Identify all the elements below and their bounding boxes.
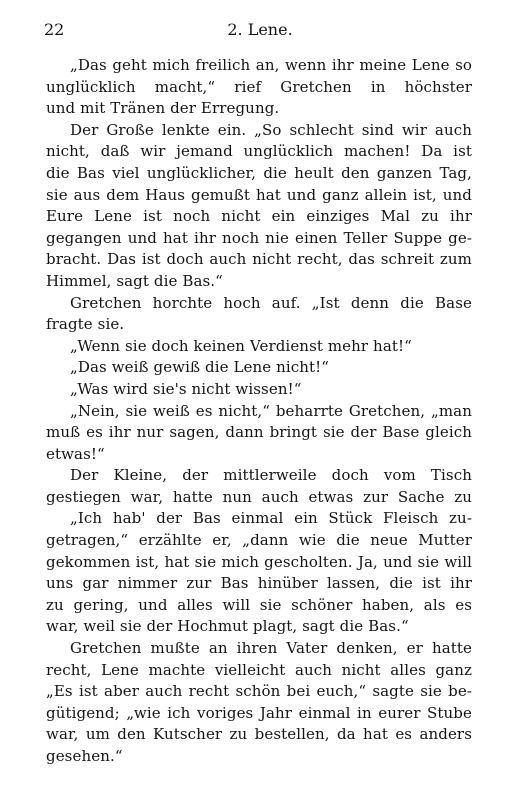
text-line: zu gering, und alles will sie schöner haben, als es (46, 595, 472, 614)
text-line: gesehen.“ (46, 747, 123, 765)
text-line: etwas!“ (46, 444, 105, 463)
text-line: „Wenn sie doch keinen Verdienst mehr hat!“ (70, 336, 412, 355)
text-line: recht, Lene machte vielleicht auch nicht alles ganz (46, 660, 472, 679)
text-line: Himmel, sagt die Bas.“ (46, 271, 223, 290)
text-line: gegangen und hat ihr noch nie einen Teller Suppe ge- (46, 228, 472, 247)
running-head: 2. Lene. (227, 20, 293, 39)
text-line: die Bas viel unglücklicher, die heult den ganzen Tag, (46, 163, 472, 182)
text-line: getragen,“ erzählte er, „dann wie die neue Mutter (46, 531, 472, 550)
text-line: Der Große lenkte ein. „So schlecht sind wir auch (70, 120, 472, 139)
text-line: fragte sie. (46, 315, 125, 334)
text-line: muß es ihr nur sagen, dann bringt sie der Base gleich (46, 423, 472, 442)
text-line: Gretchen mußte an ihren Vater denken, er hatte (70, 639, 472, 658)
text-line: sie aus dem Haus gemußt hat und ganz allein ist, und (46, 185, 472, 204)
text-line: gütigend; „wie ich voriges Jahr einmal in eurer Stube (46, 703, 472, 722)
text-line: gekommen ist, hat sie mich gescholten. Ja, und sie will (46, 552, 472, 571)
text-line: unglücklich macht,“ rief Gretchen in höchster (46, 77, 472, 96)
text-line: gestiegen war, hatte nun auch etwas zur Sache zu (46, 487, 472, 506)
text-line: „Ich hab' der Bas einmal ein Stück Fleisch zu- (70, 509, 472, 528)
text-line: „Nein, sie weiß es nicht,“ beharrte Gretchen, „man (70, 401, 472, 420)
text-line: war, weil sie der Hochmut plagt, sagt die Bas.“ (46, 617, 409, 636)
text-line: „Es ist aber auch recht schön bei euch,“ sagte sie be- (46, 682, 472, 701)
page-header (44, 20, 476, 44)
body-text (46, 55, 472, 768)
text-line: uns gar nimmer zur Bas hinüber lassen, die ist ihr (46, 574, 472, 593)
text-line: Der Kleine, der mittlerweile doch vom Tisch (70, 466, 472, 485)
text-line: „Das geht mich freilich an, wenn ihr meine Lene so (70, 56, 472, 74)
text-line: bracht. Das ist doch auch nicht recht, das schreit zum (46, 250, 472, 269)
text-line: Eure Lene ist noch nicht ein einziges Mal zu ihr (46, 207, 472, 226)
text-line: „Was wird sie's nicht wissen!“ (70, 379, 302, 398)
text-line: Gretchen horchte hoch auf. „Ist denn die Base (70, 293, 472, 312)
text-line: und mit Tränen der Erregung. (46, 99, 280, 118)
page-number: 22 (44, 20, 65, 39)
text-line: nicht, daß wir jemand unglücklich machen! Da ist (46, 142, 472, 161)
text-line: „Das weiß gewiß die Lene nicht!“ (70, 358, 330, 377)
text-line: war, um den Kutscher zu bestellen, da hat es anders (46, 725, 472, 744)
